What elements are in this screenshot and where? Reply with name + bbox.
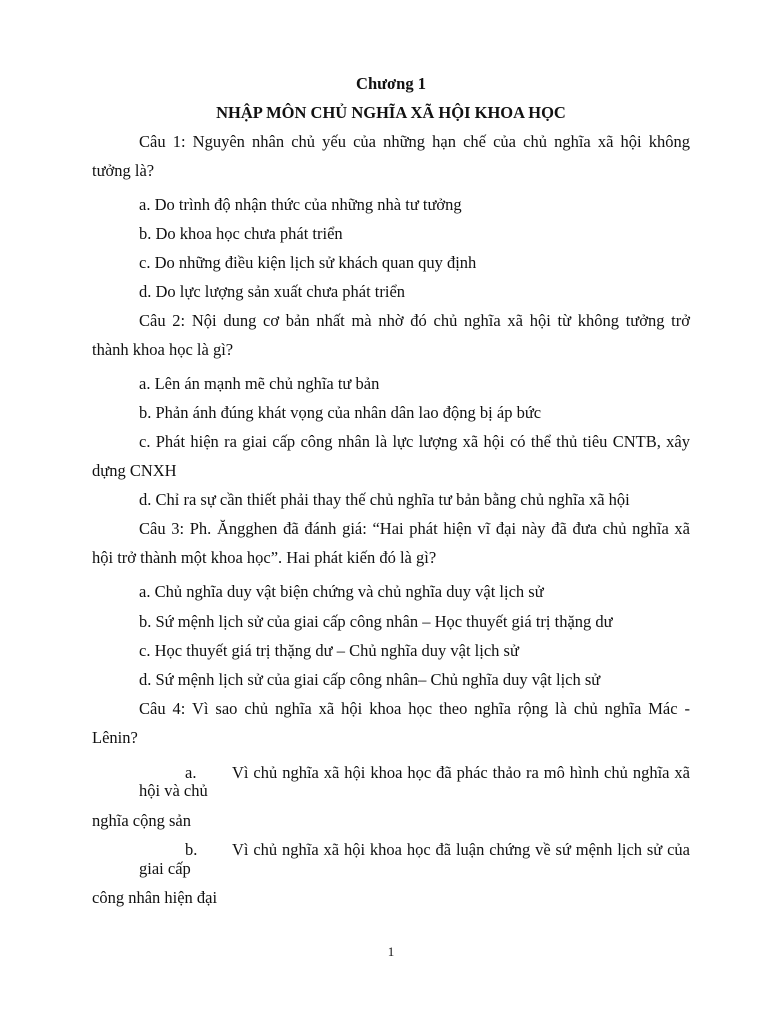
question-4-option-b-line-2: giai cấp xyxy=(139,859,191,878)
question-3-option-b: b. Sứ mệnh lịch sử của giai cấp công nhân – Học thuyết giá trị thặng dư xyxy=(139,612,613,631)
question-1-option-b: b. Do khoa học chưa phát triển xyxy=(139,224,343,243)
question-3-prompt-line-2: hội trở thành một khoa học”. Hai phát kiến đó là gì? xyxy=(92,548,437,567)
question-4-option-a-marker: a. xyxy=(185,763,197,782)
question-2-prompt-line-1: Câu 2: Nội dung cơ bản nhất mà nhờ đó chủ nghĩa xã hội từ không tưởng trở xyxy=(139,311,690,330)
question-3-option-d: d. Sứ mệnh lịch sử của giai cấp công nhân– Chủ nghĩa duy vật lịch sử xyxy=(139,670,601,689)
chapter-title: NHẬP MÔN CHỦ NGHĨA XÃ HỘI KHOA HỌC xyxy=(216,103,566,122)
question-3-prompt-line-1: Câu 3: Ph. Ăngghen đã đánh giá: “Hai phát hiện vĩ đại này đã đưa chủ nghĩa xã xyxy=(139,519,690,538)
question-4-prompt-line-2: Lênin? xyxy=(92,728,138,747)
page-number: 1 xyxy=(387,944,395,959)
question-4-option-b-marker: b. xyxy=(185,840,198,859)
question-1-option-c: c. Do những điều kiện lịch sử khách quan quy định xyxy=(139,253,477,272)
question-2-option-a: a. Lên án mạnh mẽ chủ nghĩa tư bản xyxy=(139,374,380,393)
question-2-prompt-line-2: thành khoa học là gì? xyxy=(92,340,234,359)
question-4-option-a-line-3: nghĩa cộng sản xyxy=(92,811,191,830)
question-4-option-b-line-3: công nhân hiện đại xyxy=(92,888,218,907)
question-3-option-a: a. Chủ nghĩa duy vật biện chứng và chủ nghĩa duy vật lịch sử xyxy=(139,582,544,601)
question-1-prompt-line-2: tưởng là? xyxy=(92,161,155,180)
question-3-option-c: c. Học thuyết giá trị thặng dư – Chủ nghĩa duy vật lịch sử xyxy=(139,641,519,660)
question-2-option-c-line-2: dựng CNXH xyxy=(92,461,177,480)
question-2-option-d: d. Chỉ ra sự cần thiết phải thay thế chủ nghĩa tư bản bằng chủ nghĩa xã hội xyxy=(139,490,630,509)
question-1-option-d: d. Do lực lượng sản xuất chưa phát triển xyxy=(139,282,406,301)
question-1-prompt-line-1: Câu 1: Nguyên nhân chủ yếu của những hạn chế của chủ nghĩa xã hội không xyxy=(139,132,690,151)
question-4-option-a-line-1: Vì chủ nghĩa xã hội khoa học đã phác thảo ra mô hình chủ nghĩa xã xyxy=(232,763,690,782)
question-1-option-a: a. Do trình độ nhận thức của những nhà tư tưởng xyxy=(139,195,462,214)
chapter-heading: Chương 1 xyxy=(356,74,426,93)
question-2-option-c-line-1: c. Phát hiện ra giai cấp công nhân là lực lượng xã hội có thể thủ tiêu CNTB, xây xyxy=(139,432,690,451)
question-4-option-b-line-1: Vì chủ nghĩa xã hội khoa học đã luận chứng về sứ mệnh lịch sử của xyxy=(232,840,690,859)
question-4-prompt-line-1: Câu 4: Vì sao chủ nghĩa xã hội khoa học theo nghĩa rộng là chủ nghĩa Mác - xyxy=(139,699,690,718)
question-2-option-b: b. Phản ánh đúng khát vọng của nhân dân lao động bị áp bức xyxy=(139,403,542,422)
question-4-option-a-line-2: hội và chủ xyxy=(139,781,208,800)
